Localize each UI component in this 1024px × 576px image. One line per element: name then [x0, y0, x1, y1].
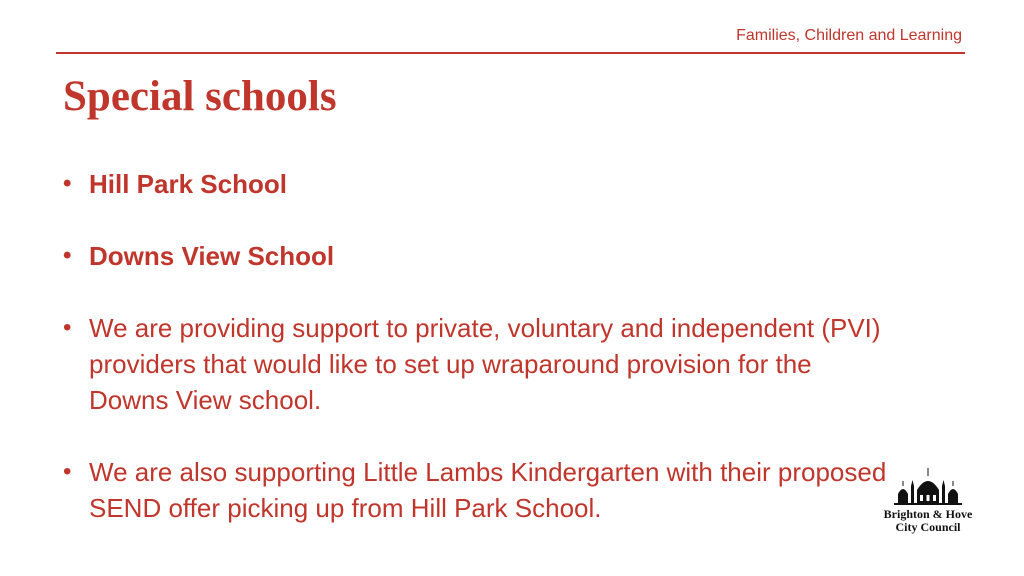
- bullet-item-downs-view: • Downs View School: [58, 238, 888, 274]
- bullet-item-pvi-support: • We are providing support to private, voluntary and independent (PVI) providers that would like to set up wraparound provision for the Downs View school.: [58, 310, 888, 418]
- department-header: Families, Children and Learning: [736, 27, 962, 44]
- pavilion-domes-icon: [876, 468, 980, 508]
- bullet-list: [58, 166, 888, 562]
- page-title: Special schools: [63, 73, 337, 120]
- council-logo: [876, 468, 980, 536]
- header-divider: [56, 52, 965, 54]
- bullet-item-little-lambs: • We are also supporting Little Lambs Kindergarten with their proposed SEND offer picking up from Hill Park School.: [58, 454, 888, 526]
- bullet-item-hill-park: • Hill Park School: [58, 166, 888, 202]
- logo-line-2: City Council: [895, 520, 961, 534]
- logo-line-1: Brighton & Hove: [883, 507, 973, 521]
